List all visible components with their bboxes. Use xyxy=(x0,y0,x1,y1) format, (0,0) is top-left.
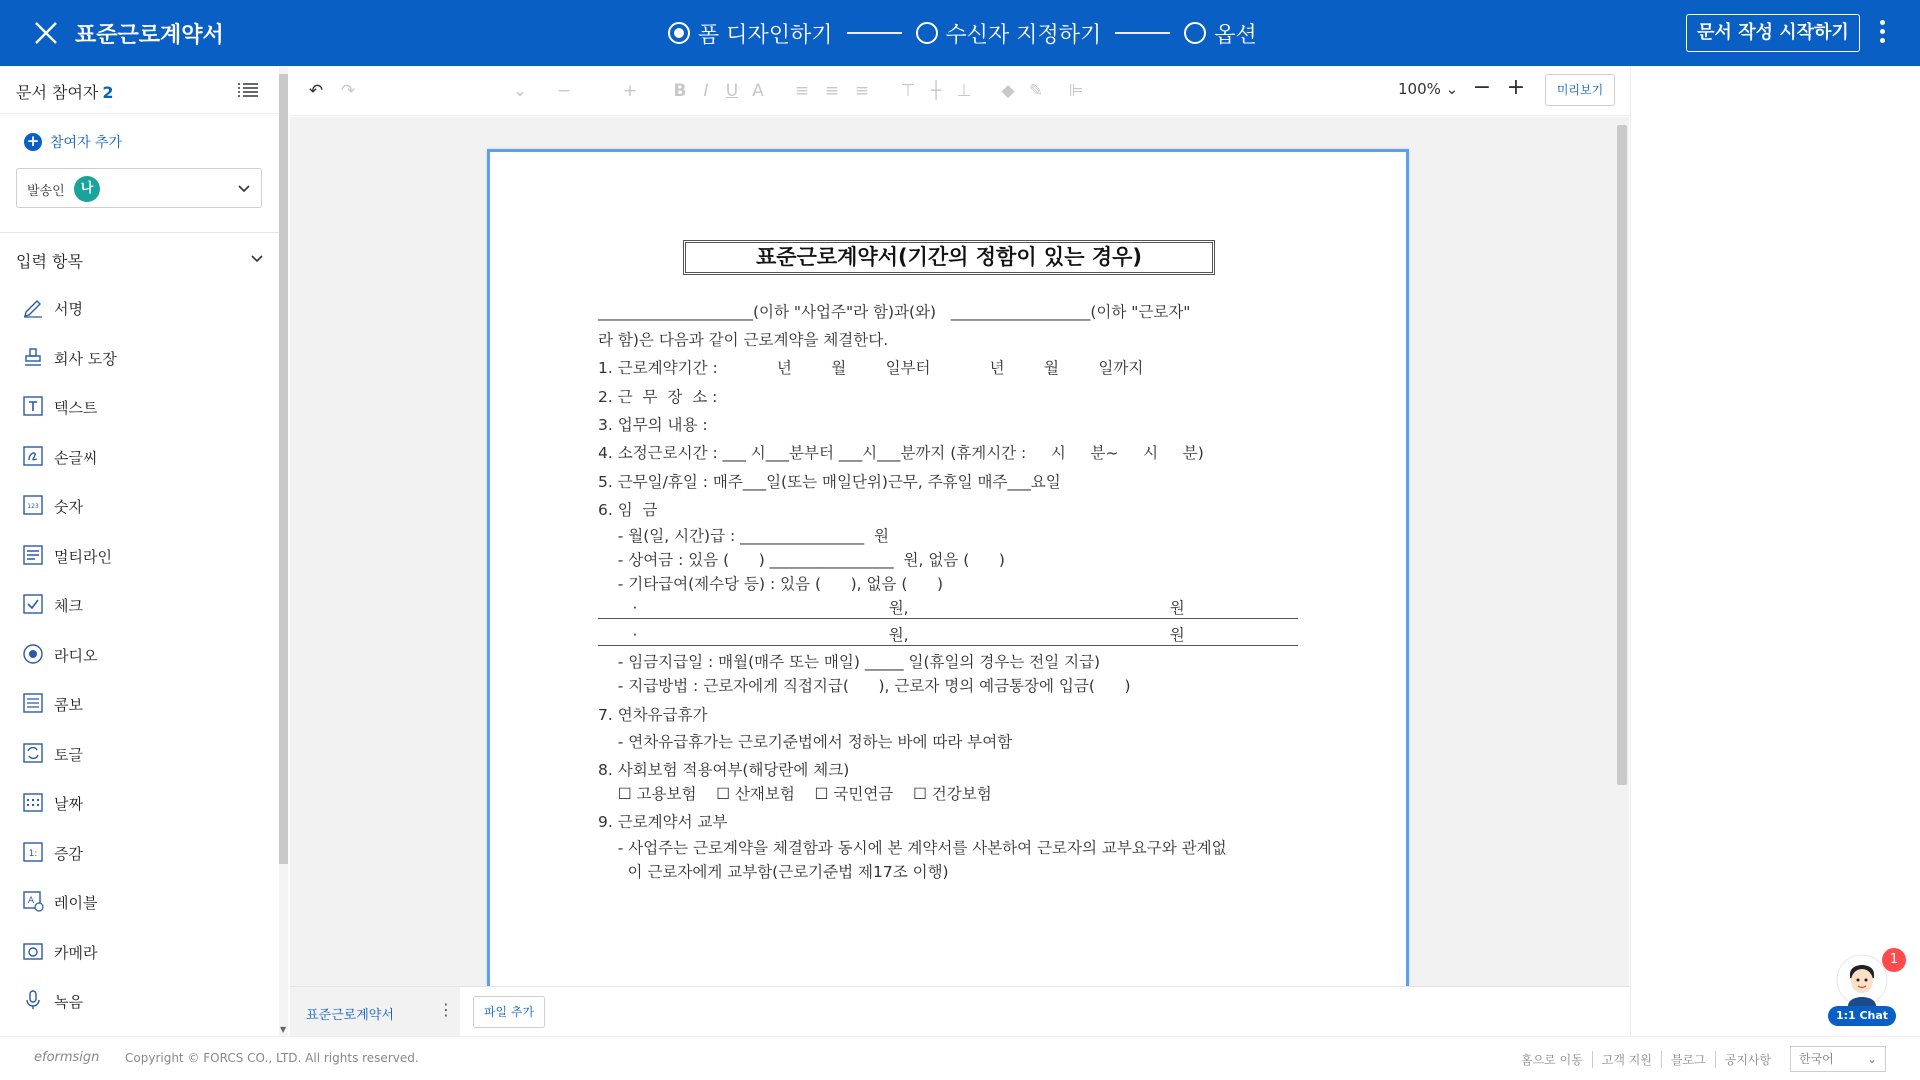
add-participant-button[interactable] xyxy=(24,132,122,152)
left-panel xyxy=(0,66,280,1036)
align-left-icon[interactable]: ≡ xyxy=(794,81,810,101)
italic-icon[interactable]: I xyxy=(703,81,709,101)
zoom-select[interactable]: 100% ⌄ xyxy=(1398,80,1459,98)
field-label: 날짜 xyxy=(54,795,83,813)
document-line: - 연차유급휴가는 근로기준법에서 정하는 바에 따라 부여함 xyxy=(598,733,1013,751)
handwriting-icon xyxy=(22,445,44,467)
right-panel xyxy=(1630,66,1920,1036)
step-label: 옵션 xyxy=(1214,22,1257,48)
footer xyxy=(0,1036,1920,1080)
field-label: 텍스트 xyxy=(54,399,98,417)
tab-document[interactable] xyxy=(290,987,460,1037)
field-list xyxy=(0,284,280,1027)
field-label-item[interactable] xyxy=(0,878,280,928)
field-handwriting[interactable] xyxy=(0,433,280,483)
tab-label: 표준근로계약서 xyxy=(306,1008,394,1023)
line-style-icon[interactable]: ⊫ xyxy=(1068,81,1084,101)
signature-pen-icon xyxy=(22,296,44,318)
label-icon xyxy=(22,890,44,912)
step-form-design[interactable] xyxy=(668,18,833,49)
document-page[interactable] xyxy=(487,149,1409,986)
editor-toolbar xyxy=(290,66,1630,116)
field-label: 카메라 xyxy=(54,943,98,962)
section-title: 입력 항목 xyxy=(16,252,83,271)
chevron-down-icon: ⌄ xyxy=(1866,1052,1877,1066)
document-line: · 원, 원 xyxy=(598,596,1298,619)
align-middle-icon[interactable]: ┼ xyxy=(930,81,942,101)
svg-text:1:: 1: xyxy=(28,848,38,859)
document-line: 9. 근로계약서 교부 xyxy=(598,813,728,831)
chevron-down-icon xyxy=(250,251,264,265)
document-line: ____________________(이하 "사업주"라 함)과(와) __________________(이하 "근로자" xyxy=(598,303,1191,321)
footer-link-support[interactable]: 고객 지원 xyxy=(1593,1051,1662,1068)
footer-link-blog[interactable]: 블로그 xyxy=(1662,1051,1716,1068)
field-combo[interactable] xyxy=(0,680,280,730)
field-checkbox[interactable] xyxy=(0,581,280,631)
document-line: 7. 연차유급휴가 xyxy=(598,706,708,724)
more-options-icon[interactable] xyxy=(1876,20,1888,48)
document-line: - 월(일, 시간)급 : ________________ 원 xyxy=(598,527,889,545)
svg-text:123: 123 xyxy=(27,503,39,510)
chat-avatar-icon xyxy=(1836,954,1888,1006)
step-recipients[interactable] xyxy=(916,18,1102,49)
field-label: 녹음 xyxy=(54,993,83,1011)
field-toggle[interactable] xyxy=(0,730,280,780)
field-label: 체크 xyxy=(54,597,83,615)
field-multiline[interactable] xyxy=(0,532,280,582)
fill-color-icon[interactable]: ◆ xyxy=(1001,81,1015,101)
chevron-down-icon xyxy=(237,181,251,195)
checkbox-icon xyxy=(22,593,44,615)
redo-icon[interactable]: ↷ xyxy=(340,81,356,101)
document-tabs xyxy=(290,986,1630,1036)
step-options[interactable] xyxy=(1184,18,1257,49)
toggle-icon xyxy=(22,742,44,764)
field-company-stamp[interactable] xyxy=(0,334,280,384)
field-date[interactable] xyxy=(0,779,280,829)
participants-header xyxy=(0,66,280,114)
language-select[interactable] xyxy=(1790,1046,1886,1072)
footer-link-notice[interactable]: 공지사항 xyxy=(1724,1053,1772,1067)
combo-icon xyxy=(22,692,44,714)
document-line: 3. 업무의 내용 : xyxy=(598,416,708,434)
decrease-font-icon[interactable]: − xyxy=(556,81,572,101)
tab-more-icon[interactable]: ⋮ xyxy=(438,1000,454,1019)
align-top-icon[interactable]: ⊤ xyxy=(900,81,916,101)
calendar-icon xyxy=(22,791,44,813)
chat-widget[interactable] xyxy=(1826,954,1898,1028)
bold-icon[interactable]: B xyxy=(673,81,687,101)
field-label: 멀티라인 xyxy=(54,547,112,566)
preview-button[interactable]: 미리보기 xyxy=(1545,74,1615,106)
align-center-icon[interactable]: ≡ xyxy=(824,81,840,101)
field-radio[interactable] xyxy=(0,631,280,681)
list-icon[interactable] xyxy=(238,82,258,98)
chat-label: 1:1 Chat xyxy=(1828,1006,1896,1026)
participants-count: 2 xyxy=(102,83,114,102)
close-icon[interactable] xyxy=(32,19,60,47)
start-document-button[interactable]: 문서 작성 시작하기 xyxy=(1686,14,1860,52)
font-color-icon[interactable]: A xyxy=(752,81,764,101)
eformsign-logo: eformsign xyxy=(34,1050,100,1065)
radio-selected-icon xyxy=(668,22,690,44)
stamp-icon xyxy=(22,346,44,368)
document-line: - 사업주는 근로계약을 체결함과 동시에 본 계약서를 사본하여 근로자의 교부요구와 관계없 xyxy=(598,839,1227,857)
document-line: · 원, 원 xyxy=(598,623,1298,646)
text-icon xyxy=(22,395,44,417)
step-label: 수신자 지정하기 xyxy=(945,22,1102,48)
document-line: - 임금지급일 : 매월(매주 또는 매일) _____ 일(휴일의 경우는 전일 지급) xyxy=(598,653,1101,671)
sender-avatar: 나 xyxy=(74,176,100,202)
document-title: 표준근로계약서 xyxy=(75,23,224,48)
document-line: 5. 근무일/휴일 : 매주___일(또는 매일단위)근무, 주휴일 매주___요일 xyxy=(598,473,1061,491)
document-line: - 상여금 : 있음 ( ) ________________ 원, 없음 ( ) xyxy=(598,551,1005,569)
field-label: 증감 xyxy=(54,844,83,863)
zoom-out-icon[interactable]: − xyxy=(1472,75,1492,100)
svg-text:A: A xyxy=(27,896,35,906)
field-stepper[interactable] xyxy=(0,829,280,879)
document-line: - 지급방법 : 근로자에게 직접지급( ), 근로자 명의 예금통장에 입금( ) xyxy=(598,677,1131,695)
field-signature[interactable] xyxy=(0,284,280,334)
field-text[interactable] xyxy=(0,383,280,433)
field-recording[interactable] xyxy=(0,977,280,1027)
document-canvas xyxy=(290,117,1615,986)
field-camera[interactable] xyxy=(0,928,280,978)
radio-icon xyxy=(22,643,44,665)
field-label: 서명 xyxy=(54,300,83,318)
chat-unread-badge: 1 xyxy=(1882,948,1906,972)
align-right-icon[interactable]: ≡ xyxy=(854,81,870,101)
add-participant-label: 참여자 추가 xyxy=(50,135,123,151)
footer-link-home[interactable]: 홈으로 이동 xyxy=(1512,1051,1593,1068)
multiline-icon xyxy=(22,544,44,566)
field-label: 토글 xyxy=(54,745,83,764)
document-line: 1. 근로계약기간 : 년 월 일부터 년 월 일까지 xyxy=(598,359,1144,377)
step-label: 폼 디자인하기 xyxy=(698,22,833,48)
document-line: 이 근로자에게 교부함(근로기준법 제17조 이행) xyxy=(598,863,949,881)
canvas-scrollbar[interactable] xyxy=(1615,117,1629,986)
field-label: 콤보 xyxy=(54,696,83,714)
field-label: 회사 도장 xyxy=(54,349,117,368)
document-line: 8. 사회보험 적용여부(해당란에 체크) xyxy=(598,761,850,779)
participants-title: 문서 참여자 2 xyxy=(16,83,114,102)
left-panel-scrollbar[interactable] xyxy=(279,66,288,1036)
document-line: - 기타급여(제수당 등) : 있음 ( ), 없음 ( ) xyxy=(598,575,944,593)
scroll-down-icon[interactable]: ▼ xyxy=(280,1025,287,1034)
zoom-in-icon[interactable]: + xyxy=(1506,75,1526,100)
document-line: 2. 근 무 장 소 : xyxy=(598,388,718,406)
scrollbar-thumb[interactable] xyxy=(279,74,288,864)
footer-links xyxy=(1512,1051,1780,1068)
field-label: 손글씨 xyxy=(54,448,98,467)
radio-empty-icon xyxy=(1184,22,1206,44)
document-line: 6. 임 금 xyxy=(598,501,658,519)
scrollbar-thumb[interactable] xyxy=(1617,125,1627,785)
undo-icon[interactable]: ↶ xyxy=(308,81,324,101)
field-label: 숫자 xyxy=(54,498,83,516)
camera-icon xyxy=(22,940,44,962)
sender-select[interactable] xyxy=(16,168,262,208)
input-items-section-toggle[interactable] xyxy=(0,233,280,283)
increase-font-icon[interactable]: + xyxy=(622,81,638,101)
step-navigation xyxy=(668,17,1257,49)
copyright-text: Copyright © FORCS CO., LTD. All rights reserved. xyxy=(125,1051,419,1065)
plus-circle-icon: + xyxy=(24,133,42,151)
underline-icon[interactable]: U xyxy=(725,81,739,101)
border-edit-icon[interactable]: ✎ xyxy=(1028,81,1044,101)
add-file-button[interactable]: 파일 추가 xyxy=(473,996,545,1028)
document-line: 4. 소정근로시간 : ___ 시___분부터 ___시___분까지 (휴게시간 : 시 분~ 시 분) xyxy=(598,444,1204,462)
step-connector xyxy=(1115,32,1170,34)
field-label: 라디오 xyxy=(54,646,98,665)
stepper-icon xyxy=(22,841,44,863)
document-line: ☐ 고용보험 ☐ 산재보험 ☐ 국민연금 ☐ 건강보험 xyxy=(598,785,992,803)
step-connector xyxy=(847,32,902,34)
number-icon xyxy=(22,494,44,516)
language-value: 한국어 xyxy=(1799,1052,1834,1066)
sender-label: 발송인 xyxy=(27,184,65,199)
font-dropdown-chevron-icon[interactable]: ⌄ xyxy=(512,81,528,101)
microphone-icon xyxy=(22,989,44,1011)
align-bottom-icon[interactable]: ⊥ xyxy=(956,81,972,101)
field-number[interactable] xyxy=(0,482,280,532)
radio-empty-icon xyxy=(916,22,938,44)
document-heading: 표준근로계약서(기간의 정함이 있는 경우) xyxy=(683,240,1215,275)
field-label: 레이블 xyxy=(54,894,98,912)
document-line: 라 함)은 다음과 같이 근로계약을 체결한다. xyxy=(598,331,889,349)
top-bar xyxy=(0,0,1920,66)
